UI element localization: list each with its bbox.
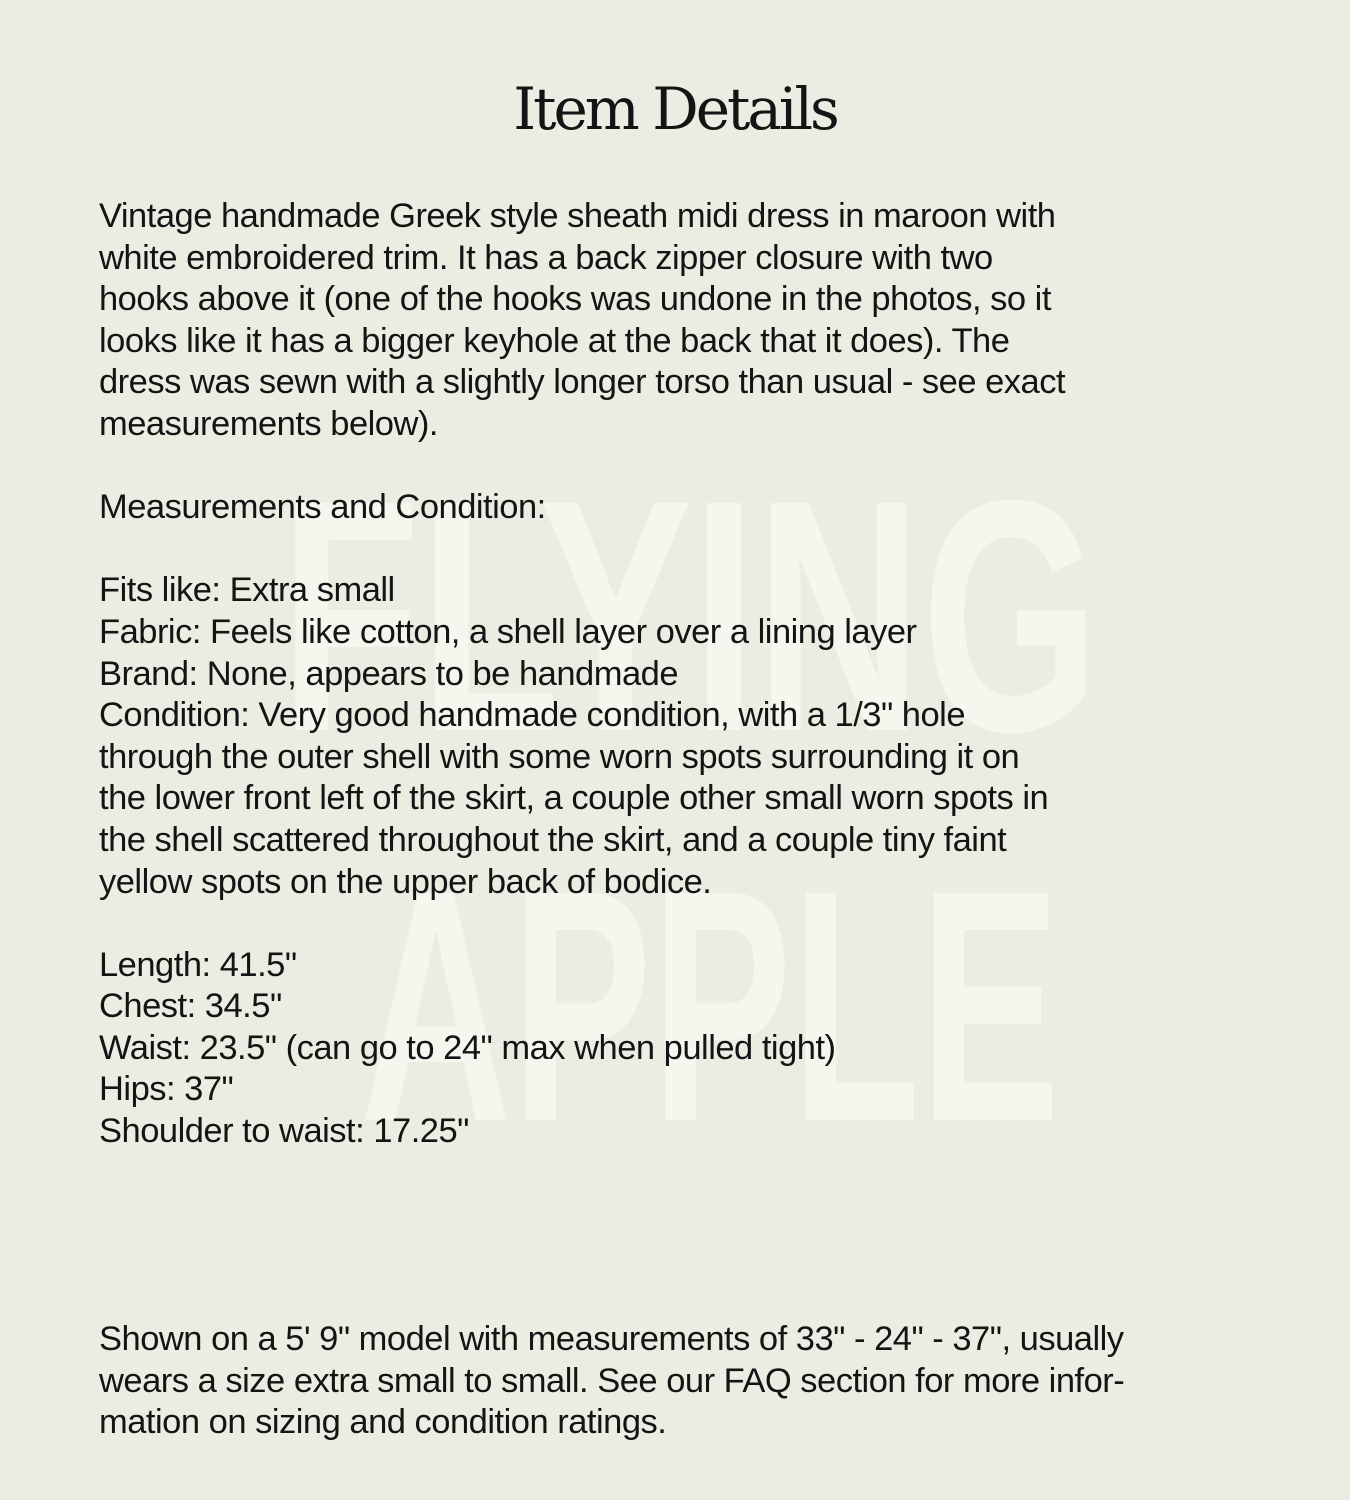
page-title: Item Details	[513, 75, 837, 143]
description-line: looks like it has a bigger keyhole at the back that it does). The	[99, 321, 1010, 360]
measurement-chest: Chest: 34.5"	[99, 987, 282, 1026]
description-line: dress was sewn with a slightly longer torso than usual - see exact	[99, 363, 1066, 402]
model-note-line: mation on sizing and condition ratings.	[99, 1403, 667, 1442]
condition-line: Condition: Very good handmade condition, with a 1/3" hole	[99, 696, 966, 735]
watermark-line-1: FLYING	[280, 431, 1100, 800]
watermark-line-2: APPLE	[360, 821, 1060, 1140]
model-note-line: wears a size extra small to small. See our FAQ section for more infor-	[99, 1361, 1125, 1400]
condition-line: the lower front left of the skirt, a couple other small worn spots in	[99, 779, 1049, 818]
section-heading: Measurements and Condition:	[99, 488, 546, 527]
condition-line: through the outer shell with some worn spots surrounding it on	[99, 737, 1020, 776]
model-note	[99, 1319, 1269, 1444]
model-note-line: Shown on a 5' 9" model with measurements of 33" - 24" - 37", usually	[99, 1320, 1124, 1358]
brand: Brand: None, appears to be handmade	[99, 654, 679, 693]
description-line: hooks above it (one of the hooks was undone in the photos, so it	[99, 280, 1051, 319]
measurement-waist: Waist: 23.5" (can go to 24" max when pulled tight)	[99, 1028, 836, 1067]
description-line: measurements below).	[99, 404, 438, 443]
measurement-hips: Hips: 37"	[99, 1070, 234, 1109]
description-line: Vintage handmade Greek style sheath midi dress in maroon with	[99, 197, 1056, 235]
description-line: white embroidered trim. It has a back zipper closure with two	[99, 238, 993, 277]
measurement-length: Length: 41.5"	[99, 945, 297, 984]
item-description	[99, 196, 1269, 1153]
fabric: Fabric: Feels like cotton, a shell layer over a lining layer	[99, 612, 917, 651]
condition-line: yellow spots on the upper back of bodice.	[99, 862, 712, 901]
measurement-shoulder-to-waist: Shoulder to waist: 17.25"	[99, 1112, 469, 1151]
fits-like: Fits like: Extra small	[99, 571, 395, 610]
condition-line: the shell scattered throughout the skirt, and a couple tiny faint	[99, 820, 1007, 859]
